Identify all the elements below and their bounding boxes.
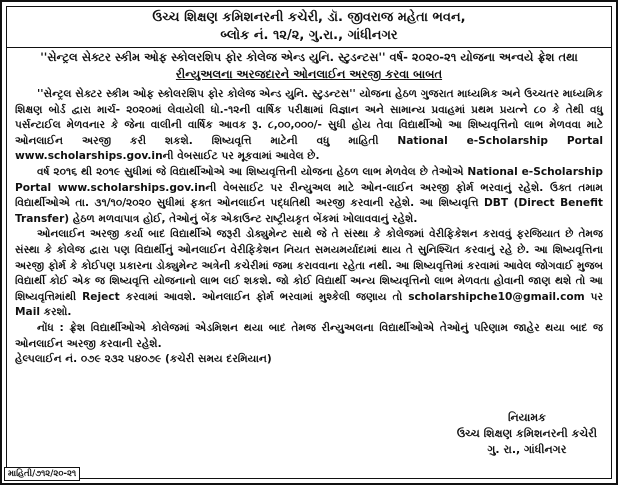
- paragraph-eligibility: ''સેન્ટ્રલ સેક્ટર સ્કીમ ઓફ સ્કોલરશિપ ફોર કોલેજ એન્ડ યુનિ. સ્ટુડન્ટસ'' યોજના હેઠળ ગુજરાત માધ્યમિક અને ઉચ્ચતર માધ્યમિક શિક્ષણ બોર્ડ દ્વારા માર્ચ- ૨૦૨૦માં લેવાયેલી ધો.-૧૨ની વાર્ષિક પરીક્ષામાં વિજ્ઞાન અને સામાન્ય પ્રવાહમાં પ્રથમ પ્રયત્ને ૮૦ કે તેથી વધુ પર્સન્ટાઈલ મેળવનાર કે જેના વાલીની વાર્ષિક આવક રૂ. ૮,૦૦,૦૦૦/- સુધી હોય તેવા વિદ્યાર્થીઓ આ શિષ્યવૃત્તિનો લાભ મેળવવા માટે ઓનલાઈન અરજી કરી શકશે. શિષ્યવૃત્તિ માટેની વધુ માહિતી National e-Scholarship Portal www.scholarships.gov.inની વેબસાઈટ પર મૂકવામાં આવેલ છે.: [15, 88, 603, 163]
- helpline-text: હેલ્પલાઈન નં. ૦૭૯ ૨૩૨ ૫૪૦૭૯ (કચેરી સમય દરમિયાન): [15, 353, 272, 366]
- reference-number: માહિતી/૭૧૨/૨૦-૨૧: [4, 467, 80, 481]
- signature-block: [457, 410, 597, 458]
- header-line-2: બ્લોક નં. ૧૨/૨, ગુ.રા., ગાંધીનગર: [220, 28, 398, 43]
- paragraph-renewal: વર્ષ ૨૦૧૬ થી ૨૦૧૯ સુધીમાં જે વિદ્યાર્થીઓએ આ શિષ્યવૃત્તિની યોજના હેઠળ લાભ મેળવેલ છે તેઓએ National e-Scholarship Portal www.scholarships.gov.inની વેબસાઈટ પર રીન્યુઅલ માટે ઓન-લાઈન અરજી ફોર્મ ભરવાનું રહેશે. ઉક્ત તમામ વિદ્યાર્થીઓએ તા. ૩૧/૧૦/૨૦૨૦ સુધીમાં ફક્ત ઓનલાઈન પદ્ધતિથી અરજી કરવાની રહેશે. આ શિષ્યવૃત્તિ DBT (Direct Benefit Transfer) હેઠળ મળવાપાત્ર હોઈ, તેઓનું બેંક એકાઉન્ટ રાષ્ટ્રીયકૃત બેંકમાં ખોલાવવાનું રહેશે.: [15, 165, 603, 225]
- office-header: [7, 7, 611, 45]
- paragraph-verification: ઓનલાઈન અરજી કર્યા બાદ વિદ્યાર્થીએ જરૂરી ડોક્યુમેન્ટ સાથે જે તે સંસ્થા કે કોલેજમાં વેરીફિકેશન કરાવવું ફરજિયાત છે તેમજ સંસ્થા કે કોલેજ દ્વારા પણ વિદ્યાર્થીનું ઓનલાઈન વેરીફિકેશન નિયત સમયમર્યાદામાં થાય તે સુનિશ્ચિત કરવાનું રહે છે. આ શિષ્યવૃત્તિના અરજી ફોર્મ કે કોઈપણ પ્રકારના ડોક્યુમેન્ટ અત્રેની કચેરીમાં જમા કરાવવાના રહેતા નથી. આ શિષ્યવૃત્તિમાં કરવામાં આવેલ જોગવાઈ મુજબ વિદ્યાર્થી કોઈ એક જ શિષ્યવૃત્તિ યોજનાનો લાભ લઈ શકશે. જો કોઈ વિદ્યાર્થી અન્ય શિષ્યવૃત્તિનો લાભ મેળવતા હોવાની જાણ થશે તો આ શિષ્યવૃત્તિમાંથી Reject કરવામાં આવશે. ઓનલાઈન ફોર્મ ભરવામાં મુશ્કેલી જણાય તો scholarshipche10@gmail.com પર Mail કરશો.: [15, 228, 603, 319]
- signature-place: ગુ. રા., ગાંધીનગર: [487, 443, 567, 456]
- subject-line-1: ''સેન્ટ્રલ સેક્ટર સ્કીમ ઓફ સ્કોલરશિપ ફોર કોલેજ એન્ડ યુનિ. સ્ટુડન્ટસ'' વર્ષ- ૨૦૨૦-૨૧ યોજના અન્વયે ફ્રેશ તથા: [40, 50, 578, 64]
- paragraph-note: નોંધ : ફ્રેશ વિદ્યાર્થીઓએ કોલેજમાં એડમિશન થયા બાદ તેમજ રીન્યુઅલના વિદ્યાર્થીઓએ તેઓનું પરિણામ જાહેર થયા બાદ જ ઓનલાઈન અરજી કરવાની રહેશે.: [15, 321, 603, 350]
- notice-body: [7, 83, 611, 368]
- signature-title: નિયામક: [507, 411, 546, 424]
- notice-subject: [7, 48, 611, 83]
- header-line-1: ઉચ્ચ શિક્ષણ કમિશનરની કચેરી, ડૉ. જીવરાજ મહેતા ભવન,: [152, 10, 466, 25]
- notice-border: [6, 6, 612, 479]
- subject-line-2: રીન્યુઅલના અરજદારને ઓનલાઈન અરજી કરવા બાબત: [175, 67, 443, 81]
- signature-office: ઉચ્ચ શિક્ષણ કમિશનરની કચેરી: [456, 427, 597, 440]
